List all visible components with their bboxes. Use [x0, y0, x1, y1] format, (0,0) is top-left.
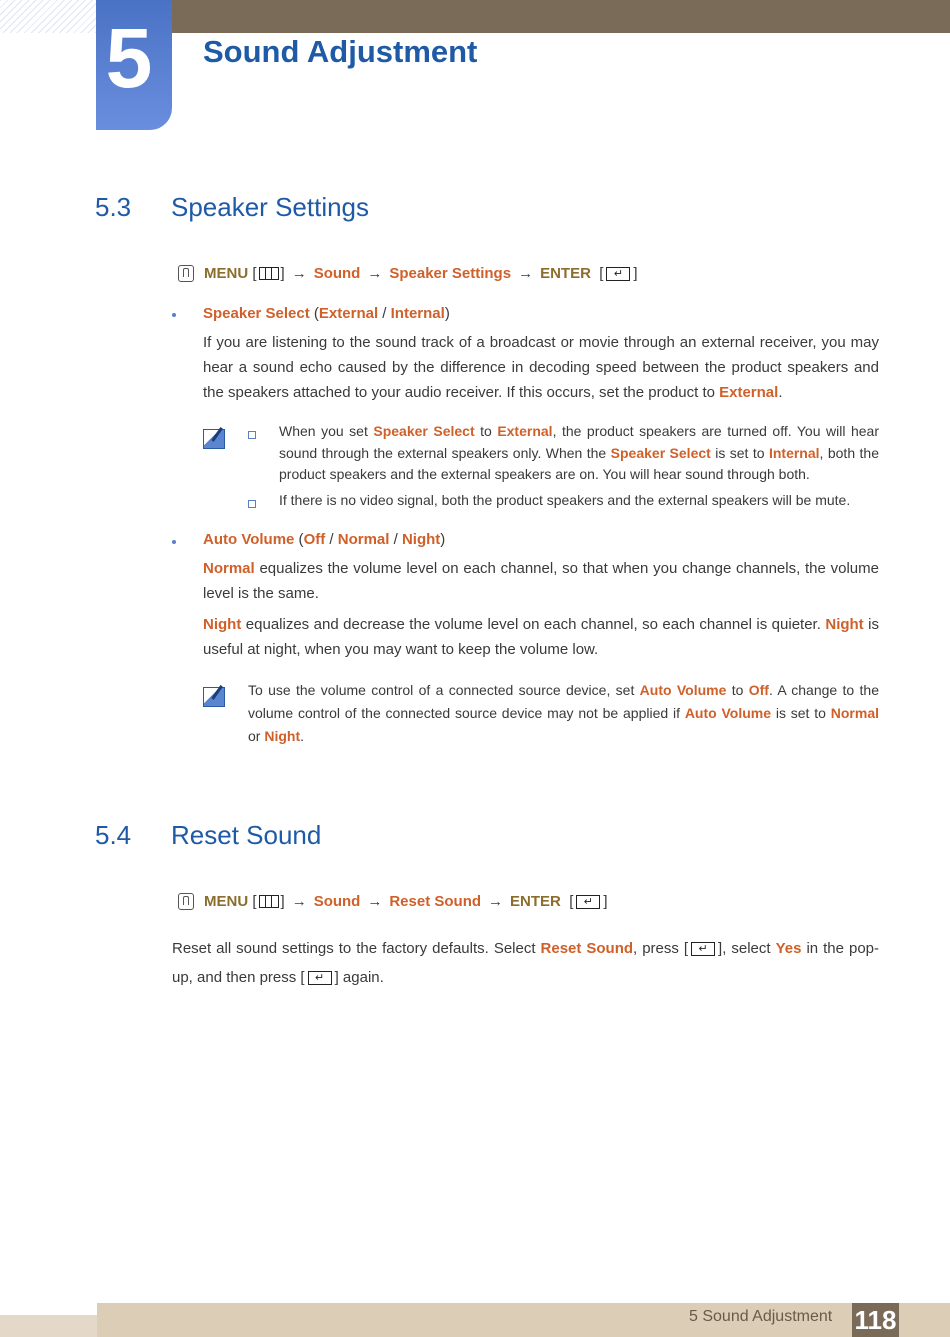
item-title-speaker-select: Speaker Select (External / Internal) [203, 305, 450, 322]
footer-label: 5 Sound Adjustment [689, 1308, 833, 1325]
arrow-icon: → [291, 265, 307, 282]
square-bullet-icon [248, 500, 256, 508]
bullet-icon [172, 540, 176, 544]
section-number: 5.3 [95, 192, 132, 222]
enter-label: ENTER [510, 893, 561, 910]
section-title: Reset Sound [171, 820, 322, 850]
arrow-icon: → [488, 893, 504, 910]
section-title: Speaker Settings [171, 192, 370, 222]
note-icon [203, 683, 227, 705]
menu-label: MENU [204, 893, 249, 910]
menu-path: MENU [ ] → Sound → Speaker Settings → ENTER [ ↵ ] [178, 265, 638, 282]
speaker-select-description: If you are listening to the sound track of a broadcast or movie through an external receiver, you may hear a sound echo caused by the difference in decoding speed between the product speakers and the speakers attached to your audio receiver. If this occurs, set the product to External. [203, 334, 879, 401]
hand-icon [178, 265, 194, 282]
header-bar [96, 0, 950, 33]
menu-path: MENU [ ] → Sound → Reset Sound → ENTER [ ↵ ] [178, 893, 608, 910]
bullet-icon [172, 313, 176, 317]
enter-icon: ↵ [606, 267, 630, 281]
menu-label: MENU [204, 265, 249, 282]
arrow-icon: → [367, 893, 383, 910]
reset-sound-description: Reset all sound settings to the factory defaults. Select Reset Sound, press [ ↵ ], select Yes in the pop-up, and then press [ ↵ ] again. [172, 940, 879, 986]
note-icon [203, 425, 227, 447]
auto-volume-night-description: Night equalizes and decrease the volume level on each channel, so each channel is quieter. Night is useful at night, when you may want to keep the volume low. [203, 616, 879, 658]
note-speaker-select-external: When you set Speaker Select to External, the product speakers are turned off. You will hear sound through the external speakers only. When the Speaker Select is set to Internal, both the product speakers and the external speakers are on. You will hear sound through both. [279, 423, 879, 482]
menu-step-reset-sound: Reset Sound [389, 893, 482, 910]
menu-icon [259, 895, 279, 908]
item-title-auto-volume: Auto Volume (Off / Normal / Night) [203, 531, 446, 548]
arrow-icon: → [518, 265, 534, 282]
arrow-icon: → [291, 893, 307, 910]
menu-step-sound: Sound [313, 265, 361, 282]
enter-icon: ↵ [691, 942, 715, 956]
note-no-video-signal: If there is no video signal, both the product speakers and the external speakers will be mute. [279, 492, 851, 508]
footer-left-bar [0, 1315, 97, 1337]
arrow-icon: → [367, 265, 383, 282]
menu-icon [259, 267, 279, 280]
note-auto-volume: To use the volume control of a connected source device, set Auto Volume to Off. A change to the volume control of the connected source device may not be applied if Auto Volume is set to Normal or Night. [248, 682, 879, 744]
section-number: 5.4 [95, 820, 132, 850]
chapter-title: Sound Adjustment [203, 34, 478, 69]
enter-icon: ↵ [576, 895, 600, 909]
menu-step-speaker-settings: Speaker Settings [389, 265, 512, 282]
auto-volume-normal-description: Normal equalizes the volume level on each channel, so that when you change channels, the volume level is the same. [203, 560, 879, 602]
hand-icon [178, 893, 194, 910]
enter-label: ENTER [540, 265, 591, 282]
header-hatch [0, 0, 96, 33]
page-number: 118 [852, 1303, 899, 1337]
chapter-number: 5 [105, 11, 153, 105]
enter-icon: ↵ [308, 971, 332, 985]
chapter-tab [96, 0, 172, 130]
menu-step-sound: Sound [313, 893, 361, 910]
square-bullet-icon [248, 431, 256, 439]
